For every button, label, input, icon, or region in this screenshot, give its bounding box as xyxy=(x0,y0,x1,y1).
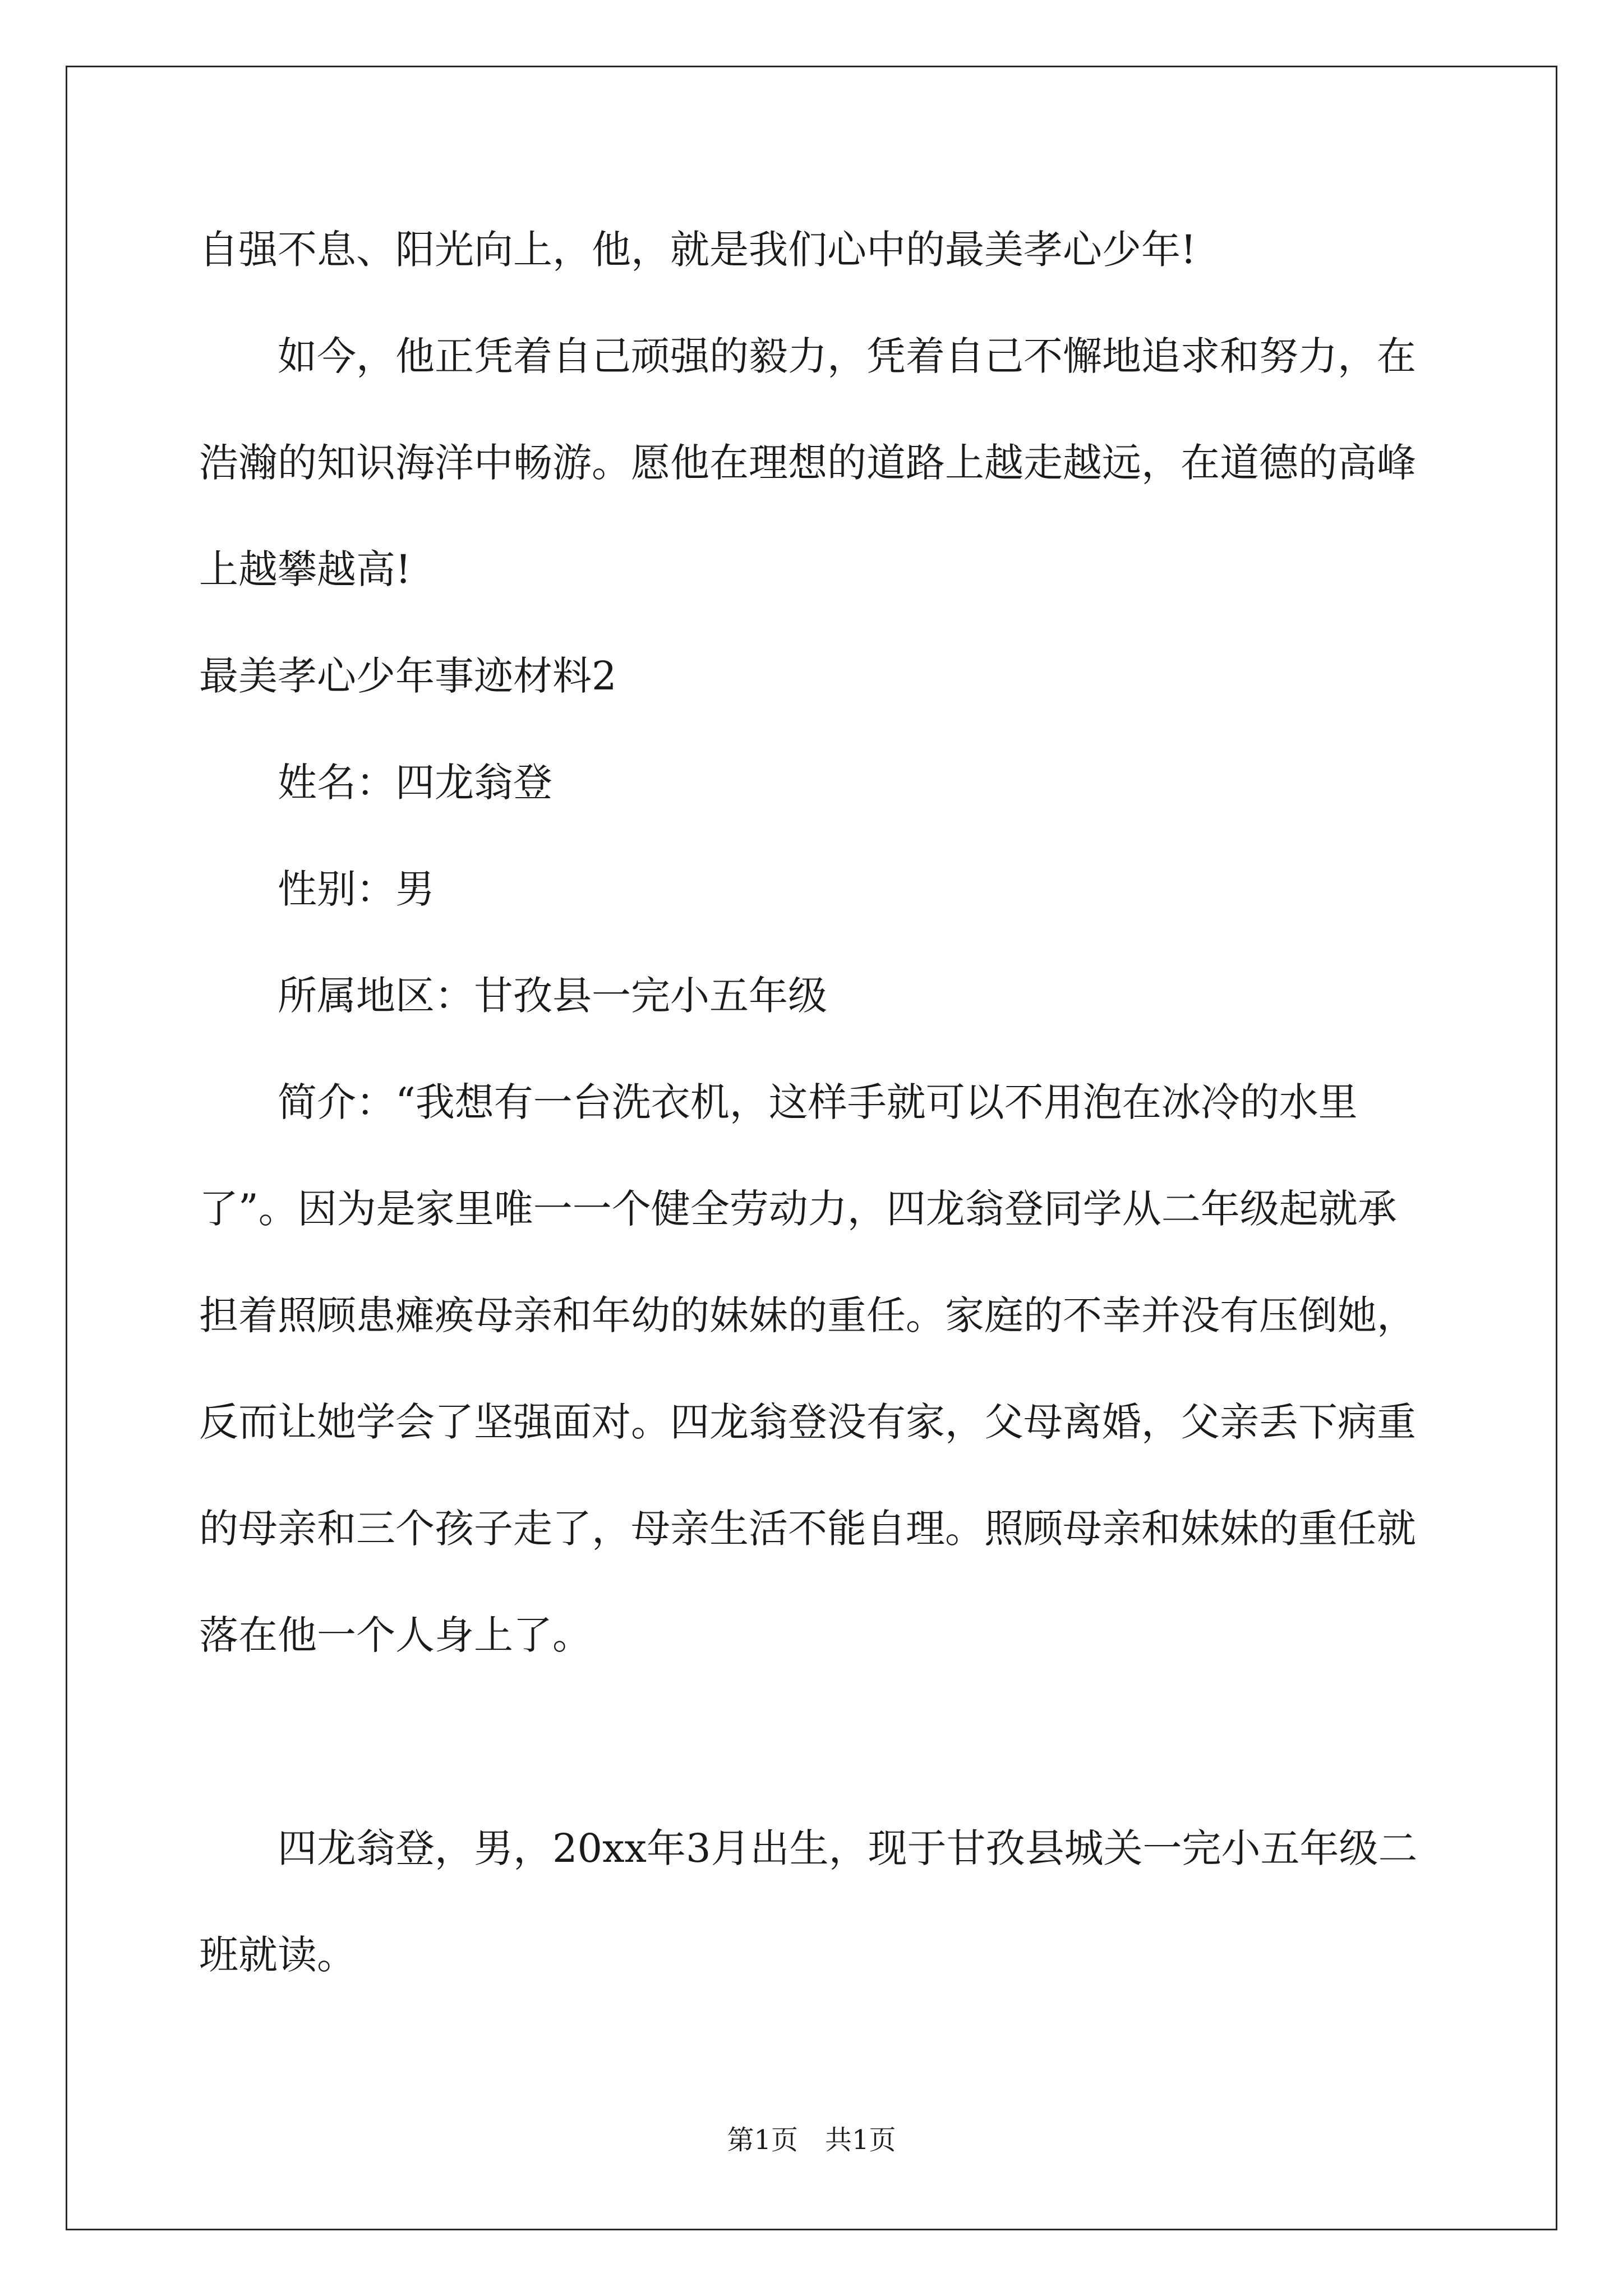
section-title: 最美孝心少年事迹材料2 xyxy=(199,653,617,699)
page-number: 第1页 共1页 xyxy=(727,2124,896,2156)
field-gender: 性别：男 xyxy=(278,866,435,912)
paragraph-closing-praise: 自强不息、阳光向上，他，就是我们心中的最美孝心少年! xyxy=(199,227,1197,273)
paragraph-profile: 四龙翁登，男，20xx年3月出生，现于甘孜县城关一完小五年级二班就读。 xyxy=(199,1825,1418,1978)
paragraph-wishes: 如今，他正凭着自己顽强的毅力，凭着自己不懈地追求和努力，在浩瀚的知识海洋中畅游。愿他在理想的道路上越走越远，在道德的高峰上越攀越高! xyxy=(199,333,1416,592)
blank-line xyxy=(199,1688,1433,1795)
paragraph-summary: 简介：“我想有一台洗衣机，这样手就可以不用泡在冰冷的水里了”。因为是家里唯一一个健全劳动力，四龙翁登同学从二年级起就承担着照顾患瘫痪母亲和年幼的妹妹的重任。家庭的不幸并没有压倒她，反而让她学会了坚强面对。四龙翁登没有家，父母离婚，父亲丢下病重的母亲和三个孩子走了，母亲生活不能自理。照顾母亲和妹妹的重任就落在他一个人身上了。 xyxy=(199,1079,1416,1658)
document-body xyxy=(199,196,1433,2008)
field-name: 姓名：四龙翁登 xyxy=(278,760,552,806)
field-region: 所属地区：甘孜县一完小五年级 xyxy=(278,973,827,1019)
